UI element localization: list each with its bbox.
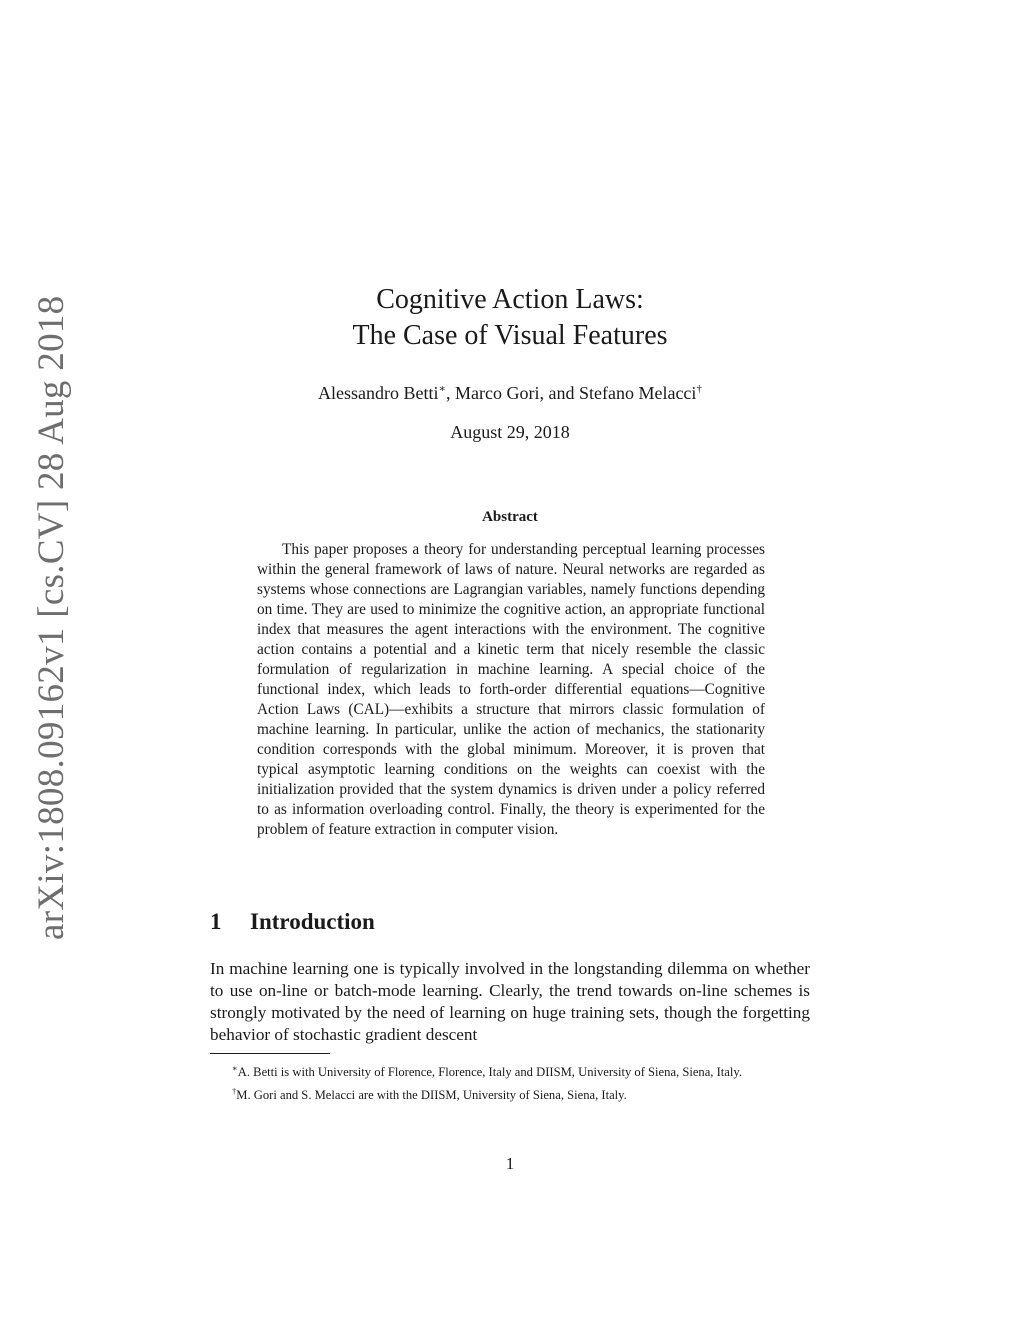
abstract-text: This paper proposes a theory for understanding perceptual learning processes within the general framework of laws of nature. Neural networks are regarded as systems whose connections are Lagrangian variables, namely functions depending on time. They are used to minimize the cognitive action, an appropriate functional index that measures the agent interactions with the environment. The cognitive action contains a potential and a kinetic term that nicely resemble the classic formulation of regularization in machine learning. A special choice of the functional index, which leads to forth-order differential equations—Cognitive Action Laws (CAL)—exhibits a structure that mirrors classic formulation of machine learning. In particular, unlike the action of mechanics, the stationarity condition corresponds with the global minimum. Moreover, it is proven that typical asymptotic learning conditions on the weights can coexist with the initialization provided that the system dynamics is driven under a policy referred to as information overloading control. Finally, the theory is experimented for the problem of feature extraction in computer vision.: [257, 541, 765, 838]
abstract-heading: Abstract: [482, 509, 538, 525]
footnotes: [210, 1059, 810, 1105]
arxiv-identifier-stamp: arXiv:1808.09162v1 [cs.CV] 28 Aug 2018: [31, 295, 72, 940]
footnote-1-mark: ∗: [232, 1063, 238, 1073]
footnote-mark-dagger: †: [696, 383, 702, 395]
footnote-1-text: A. Betti is with University of Florence, Florence, Italy and DIISM, University of Siena, Siena, Italy.: [237, 1065, 743, 1079]
author-gori-melacci: Marco Gori, and Stefano Melacci: [450, 383, 697, 403]
footnote-divider: [210, 1053, 330, 1054]
author-list: [210, 378, 810, 404]
page-number: 1: [505, 1154, 515, 1173]
section-title: Introduction: [250, 909, 375, 934]
section-heading: [210, 909, 375, 935]
paper-title: [210, 282, 810, 354]
publication-date: August 29, 2018: [450, 422, 570, 442]
footnote-mark-star: ∗: [438, 383, 447, 395]
title-line-2: The Case of Visual Features: [352, 320, 668, 351]
section-number: 1: [210, 909, 222, 934]
footnote-2-text: M. Gori and S. Melacci are with the DIISM, University of Siena, Siena, Italy.: [236, 1088, 627, 1102]
introduction-text: In machine learning one is typically involved in the longstanding dilemma on whether to use on-line or batch-mode learning. Clearly, the trend towards on-line schemes is strongly motivated by the need of learning on huge training sets, though the forgetting behavior of stochastic gradient descent: [210, 959, 810, 1044]
footnote-betti: [210, 1059, 810, 1082]
author-betti: Alessandro Betti: [318, 383, 439, 403]
title-line-1: Cognitive Action Laws:: [376, 284, 644, 315]
footnote-2-mark: †: [232, 1086, 237, 1096]
title-block: [210, 282, 810, 443]
author-separator: ,: [446, 383, 451, 403]
footnote-gori-melacci: [210, 1082, 810, 1105]
